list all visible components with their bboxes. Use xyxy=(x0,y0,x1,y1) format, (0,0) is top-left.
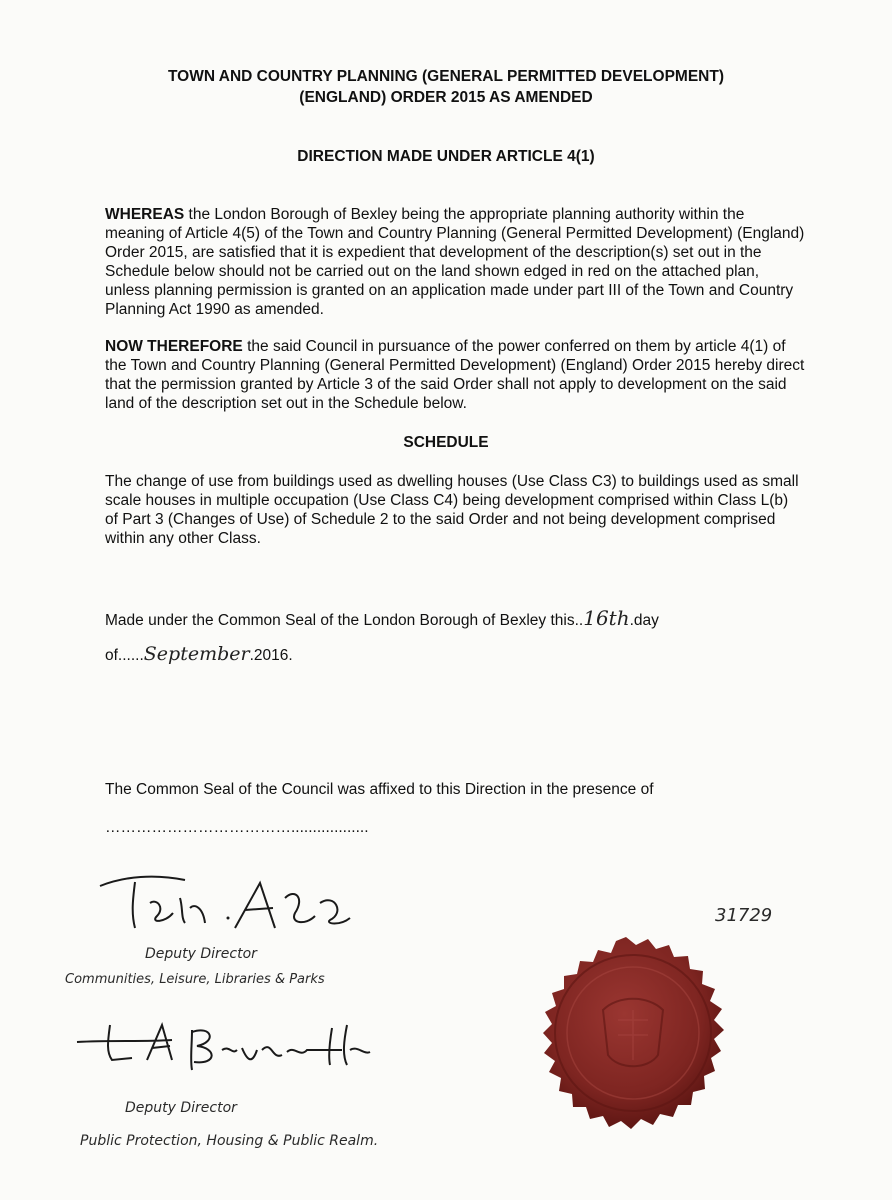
month-line xyxy=(105,645,805,665)
year-suffix: .2016. xyxy=(249,647,293,664)
of-prefix: of...... xyxy=(105,647,144,664)
day-handwritten: 16th xyxy=(583,606,630,630)
seal-dots: .. xyxy=(574,612,584,629)
signature-1 xyxy=(95,868,385,938)
direction-title: DIRECTION MADE UNDER ARTICLE 4(1) xyxy=(297,148,595,165)
month-handwritten: September xyxy=(143,643,250,665)
reference-number: 31729 xyxy=(715,905,773,926)
now-therefore-text: the said Council in pursuance of the power conferred on them by article 4(1) of the Town and Country Planning (General Permitted Development) (England) Order 2015 hereby direct that the permission granted by Article 3 of the said Order shall not apply to development on the said land of the description set out in the Schedule below. xyxy=(105,338,805,412)
heading-line-2: (ENGLAND) ORDER 2015 AS AMENDED xyxy=(299,89,593,106)
heading-line-1: TOWN AND COUNTRY PLANNING (GENERAL PERMITTED DEVELOPMENT) xyxy=(167,68,724,85)
affixed-text: The Common Seal of the Council was affixed to this Direction in the presence of xyxy=(105,781,654,798)
whereas-lead: WHEREAS xyxy=(105,206,185,223)
now-therefore-lead: NOW THEREFORE xyxy=(105,338,243,355)
made-under-seal-line xyxy=(105,606,825,630)
witness-dotted-line: ……………………………….................. xyxy=(105,819,369,836)
schedule-paragraph: The change of use from buildings used as dwelling houses (Use Class C3) to buildings used as small scale houses in multiple occupation (Use Class C4) being development comprised within Class L(b) of Part 3 (Changes of Use) of Schedule 2 to the said Order and not being development comprised within any other Class. xyxy=(105,473,799,547)
whereas-paragraph xyxy=(105,205,805,319)
signature-2 xyxy=(72,1010,382,1075)
now-therefore-paragraph xyxy=(105,337,805,413)
day-suffix: .day xyxy=(629,612,659,629)
schedule-title: SCHEDULE xyxy=(403,434,489,451)
signatory-2-title: Deputy Director xyxy=(125,1100,237,1116)
signatory-2-department: Public Protection, Housing & Public Realm. xyxy=(80,1133,379,1149)
common-seal-icon xyxy=(508,915,744,1151)
seal-prefix: Made under the Common Seal of the London Borough of Bexley this xyxy=(105,612,575,629)
signatory-1-title: Deputy Director xyxy=(145,946,257,962)
signatory-1-department: Communities, Leisure, Libraries & Parks xyxy=(65,972,325,987)
whereas-text: the London Borough of Bexley being the appropriate planning authority within the meaning of Article 4(5) of the Town and Country Planning (General Permitted Development) (England) Order 2015, are satisfied that it is expedient that development of the description(s) set out in the Schedule below should not be carried out on the land shown edged in red on the attached plan, unless planning permission is granted on an application made under part III of the Town and Country Planning Act 1990 as amended. xyxy=(105,206,805,318)
